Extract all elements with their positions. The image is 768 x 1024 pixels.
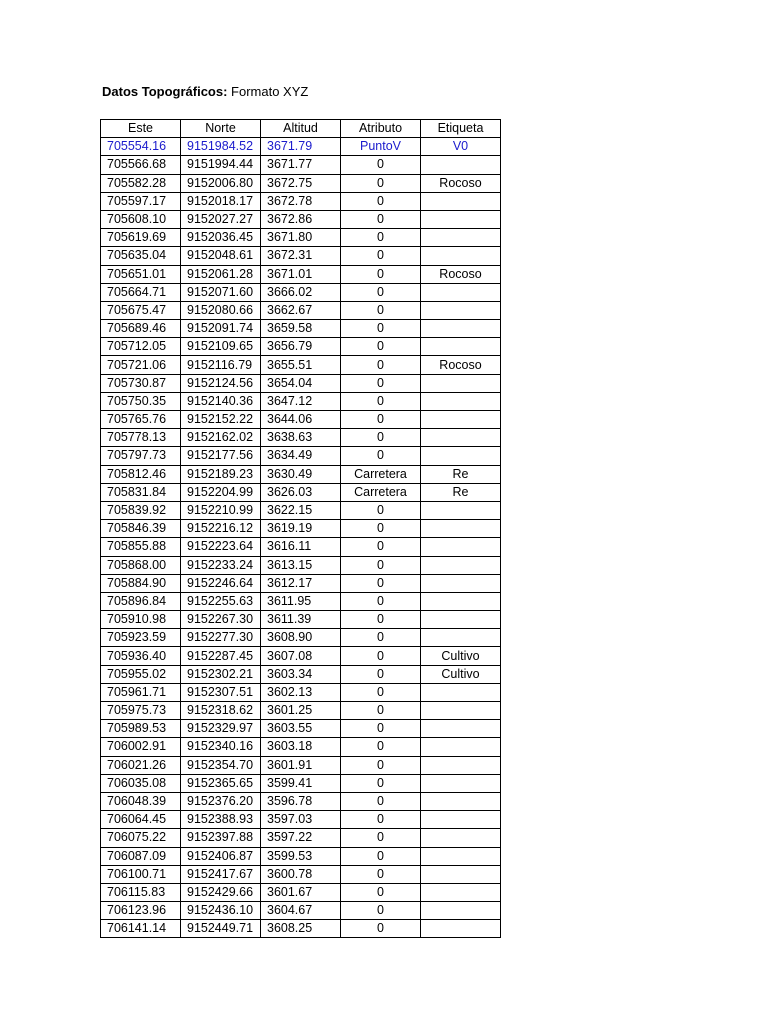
cell-etiqueta: V0 <box>421 138 501 156</box>
cell-atributo: 0 <box>341 156 421 174</box>
cell-altitud: 3644.06 <box>261 411 341 429</box>
table-row <box>101 392 501 410</box>
cell-norte: 9152307.51 <box>181 683 261 701</box>
cell-este: 705730.87 <box>101 374 181 392</box>
cell-etiqueta <box>421 538 501 556</box>
cell-atributo: 0 <box>341 429 421 447</box>
cell-altitud: 3619.19 <box>261 520 341 538</box>
cell-norte: 9152436.10 <box>181 902 261 920</box>
cell-este: 705955.02 <box>101 665 181 683</box>
cell-etiqueta <box>421 429 501 447</box>
cell-este: 705582.28 <box>101 174 181 192</box>
column-header-atributo: Atributo <box>341 120 421 138</box>
cell-atributo: 0 <box>341 883 421 901</box>
table-row <box>101 883 501 901</box>
cell-norte: 9152365.65 <box>181 774 261 792</box>
column-header-este: Este <box>101 120 181 138</box>
cell-altitud: 3616.11 <box>261 538 341 556</box>
table-row <box>101 611 501 629</box>
table-header-row <box>101 120 501 138</box>
cell-etiqueta: Re <box>421 483 501 501</box>
cell-etiqueta <box>421 720 501 738</box>
cell-este: 705721.06 <box>101 356 181 374</box>
cell-este: 705839.92 <box>101 501 181 519</box>
table-row <box>101 447 501 465</box>
cell-etiqueta <box>421 811 501 829</box>
cell-altitud: 3612.17 <box>261 574 341 592</box>
cell-etiqueta <box>421 847 501 865</box>
cell-atributo: 0 <box>341 756 421 774</box>
table-row <box>101 865 501 883</box>
cell-atributo: 0 <box>341 447 421 465</box>
cell-este: 705608.10 <box>101 210 181 228</box>
cell-este: 706115.83 <box>101 883 181 901</box>
cell-altitud: 3662.67 <box>261 301 341 319</box>
cell-norte: 9152233.24 <box>181 556 261 574</box>
cell-etiqueta <box>421 283 501 301</box>
cell-altitud: 3654.04 <box>261 374 341 392</box>
cell-altitud: 3672.31 <box>261 247 341 265</box>
cell-atributo: 0 <box>341 247 421 265</box>
cell-altitud: 3597.03 <box>261 811 341 829</box>
cell-etiqueta <box>421 611 501 629</box>
cell-altitud: 3626.03 <box>261 483 341 501</box>
cell-este: 706048.39 <box>101 792 181 810</box>
cell-etiqueta <box>421 556 501 574</box>
cell-norte: 9152267.30 <box>181 611 261 629</box>
cell-altitud: 3672.78 <box>261 192 341 210</box>
table-row <box>101 683 501 701</box>
cell-este: 705619.69 <box>101 229 181 247</box>
cell-norte: 9152210.99 <box>181 501 261 519</box>
cell-altitud: 3611.95 <box>261 592 341 610</box>
cell-este: 706035.08 <box>101 774 181 792</box>
cell-etiqueta <box>421 247 501 265</box>
cell-atributo: 0 <box>341 738 421 756</box>
column-header-norte: Norte <box>181 120 261 138</box>
cell-etiqueta <box>421 156 501 174</box>
cell-altitud: 3603.18 <box>261 738 341 756</box>
cell-altitud: 3622.15 <box>261 501 341 519</box>
cell-etiqueta <box>421 301 501 319</box>
cell-norte: 9152246.64 <box>181 574 261 592</box>
cell-etiqueta <box>421 447 501 465</box>
table-row <box>101 629 501 647</box>
cell-altitud: 3604.67 <box>261 902 341 920</box>
cell-atributo: 0 <box>341 611 421 629</box>
cell-etiqueta: Rocoso <box>421 265 501 283</box>
cell-altitud: 3601.91 <box>261 756 341 774</box>
cell-etiqueta <box>421 210 501 228</box>
cell-etiqueta: Rocoso <box>421 174 501 192</box>
cell-etiqueta <box>421 683 501 701</box>
cell-norte: 9152287.45 <box>181 647 261 665</box>
cell-etiqueta: Cultivo <box>421 647 501 665</box>
cell-este: 706021.26 <box>101 756 181 774</box>
cell-etiqueta <box>421 629 501 647</box>
cell-norte: 9152302.21 <box>181 665 261 683</box>
cell-este: 705689.46 <box>101 320 181 338</box>
cell-este: 705712.05 <box>101 338 181 356</box>
cell-etiqueta <box>421 829 501 847</box>
cell-atributo: 0 <box>341 320 421 338</box>
table-row <box>101 283 501 301</box>
cell-atributo: 0 <box>341 229 421 247</box>
cell-este: 705778.13 <box>101 429 181 447</box>
table-row <box>101 756 501 774</box>
cell-este: 705896.84 <box>101 592 181 610</box>
cell-altitud: 3596.78 <box>261 792 341 810</box>
table-row <box>101 265 501 283</box>
cell-norte: 9152036.45 <box>181 229 261 247</box>
cell-norte: 9152116.79 <box>181 356 261 374</box>
table-row <box>101 356 501 374</box>
cell-atributo: 0 <box>341 538 421 556</box>
cell-este: 705675.47 <box>101 301 181 319</box>
cell-este: 705765.76 <box>101 411 181 429</box>
cell-altitud: 3611.39 <box>261 611 341 629</box>
table-row <box>101 720 501 738</box>
page-title-main: Datos Topográficos: <box>102 84 228 99</box>
cell-atributo: 0 <box>341 592 421 610</box>
table-row <box>101 483 501 501</box>
cell-etiqueta <box>421 374 501 392</box>
cell-este: 705635.04 <box>101 247 181 265</box>
cell-norte: 9152417.67 <box>181 865 261 883</box>
cell-este: 705923.59 <box>101 629 181 647</box>
table-row <box>101 647 501 665</box>
cell-altitud: 3655.51 <box>261 356 341 374</box>
table-row <box>101 792 501 810</box>
cell-altitud: 3608.25 <box>261 920 341 938</box>
cell-este: 705797.73 <box>101 447 181 465</box>
cell-norte: 9152027.27 <box>181 210 261 228</box>
cell-este: 705868.00 <box>101 556 181 574</box>
cell-norte: 9152177.56 <box>181 447 261 465</box>
table-row <box>101 156 501 174</box>
table-row <box>101 665 501 683</box>
topographic-data-table <box>100 119 501 938</box>
table-row <box>101 829 501 847</box>
cell-altitud: 3647.12 <box>261 392 341 410</box>
table-row <box>101 520 501 538</box>
cell-este: 705989.53 <box>101 720 181 738</box>
cell-este: 706087.09 <box>101 847 181 865</box>
cell-altitud: 3603.55 <box>261 720 341 738</box>
cell-norte: 9152091.74 <box>181 320 261 338</box>
cell-etiqueta <box>421 920 501 938</box>
cell-atributo: 0 <box>341 392 421 410</box>
cell-etiqueta <box>421 411 501 429</box>
table-row <box>101 411 501 429</box>
cell-norte: 9152018.17 <box>181 192 261 210</box>
cell-altitud: 3599.41 <box>261 774 341 792</box>
cell-norte: 9152048.61 <box>181 247 261 265</box>
cell-atributo: 0 <box>341 174 421 192</box>
cell-altitud: 3659.58 <box>261 320 341 338</box>
table-row <box>101 501 501 519</box>
cell-norte: 9151984.52 <box>181 138 261 156</box>
cell-norte: 9152429.66 <box>181 883 261 901</box>
cell-este: 705597.17 <box>101 192 181 210</box>
table-row <box>101 592 501 610</box>
table-row <box>101 902 501 920</box>
table-body <box>101 138 501 938</box>
cell-altitud: 3634.49 <box>261 447 341 465</box>
cell-atributo: 0 <box>341 847 421 865</box>
cell-altitud: 3600.78 <box>261 865 341 883</box>
cell-etiqueta <box>421 902 501 920</box>
cell-este: 705812.46 <box>101 465 181 483</box>
cell-etiqueta <box>421 792 501 810</box>
cell-altitud: 3671.79 <box>261 138 341 156</box>
cell-este: 705664.71 <box>101 283 181 301</box>
cell-atributo: 0 <box>341 520 421 538</box>
table-row <box>101 138 501 156</box>
cell-etiqueta <box>421 883 501 901</box>
cell-etiqueta <box>421 702 501 720</box>
cell-norte: 9152255.63 <box>181 592 261 610</box>
cell-norte: 9152277.30 <box>181 629 261 647</box>
cell-atributo: 0 <box>341 283 421 301</box>
cell-etiqueta: Cultivo <box>421 665 501 683</box>
cell-este: 705936.40 <box>101 647 181 665</box>
table-row <box>101 374 501 392</box>
cell-este: 706141.14 <box>101 920 181 938</box>
cell-etiqueta <box>421 320 501 338</box>
cell-atributo: 0 <box>341 811 421 829</box>
cell-norte: 9151994.44 <box>181 156 261 174</box>
cell-norte: 9152397.88 <box>181 829 261 847</box>
cell-este: 705846.39 <box>101 520 181 538</box>
cell-altitud: 3613.15 <box>261 556 341 574</box>
cell-atributo: 0 <box>341 556 421 574</box>
cell-atributo: 0 <box>341 574 421 592</box>
table-row <box>101 702 501 720</box>
cell-altitud: 3597.22 <box>261 829 341 847</box>
cell-este: 706064.45 <box>101 811 181 829</box>
cell-norte: 9152388.93 <box>181 811 261 829</box>
table-row <box>101 174 501 192</box>
cell-atributo: Carretera <box>341 483 421 501</box>
cell-norte: 9152449.71 <box>181 920 261 938</box>
page-title-format: Formato XYZ <box>227 84 309 99</box>
cell-norte: 9152162.02 <box>181 429 261 447</box>
table-row <box>101 229 501 247</box>
cell-atributo: 0 <box>341 265 421 283</box>
cell-altitud: 3671.01 <box>261 265 341 283</box>
cell-norte: 9152124.56 <box>181 374 261 392</box>
cell-norte: 9152354.70 <box>181 756 261 774</box>
cell-atributo: 0 <box>341 647 421 665</box>
cell-altitud: 3608.90 <box>261 629 341 647</box>
table-row <box>101 192 501 210</box>
cell-altitud: 3602.13 <box>261 683 341 701</box>
cell-altitud: 3671.80 <box>261 229 341 247</box>
cell-altitud: 3666.02 <box>261 283 341 301</box>
cell-etiqueta <box>421 774 501 792</box>
cell-norte: 9152109.65 <box>181 338 261 356</box>
cell-este: 705961.71 <box>101 683 181 701</box>
cell-norte: 9152071.60 <box>181 283 261 301</box>
cell-atributo: 0 <box>341 356 421 374</box>
cell-atributo: 0 <box>341 501 421 519</box>
cell-este: 705884.90 <box>101 574 181 592</box>
cell-etiqueta <box>421 520 501 538</box>
cell-este: 706100.71 <box>101 865 181 883</box>
cell-norte: 9152216.12 <box>181 520 261 538</box>
cell-altitud: 3603.34 <box>261 665 341 683</box>
cell-norte: 9152318.62 <box>181 702 261 720</box>
table-row <box>101 338 501 356</box>
cell-norte: 9152223.64 <box>181 538 261 556</box>
cell-norte: 9152061.28 <box>181 265 261 283</box>
cell-altitud: 3672.86 <box>261 210 341 228</box>
cell-atributo: 0 <box>341 411 421 429</box>
table-row <box>101 429 501 447</box>
cell-etiqueta <box>421 192 501 210</box>
cell-atributo: 0 <box>341 338 421 356</box>
cell-norte: 9152140.36 <box>181 392 261 410</box>
column-header-etiqueta: Etiqueta <box>421 120 501 138</box>
cell-etiqueta <box>421 592 501 610</box>
cell-este: 705554.16 <box>101 138 181 156</box>
cell-etiqueta: Re <box>421 465 501 483</box>
cell-etiqueta <box>421 738 501 756</box>
cell-atributo: 0 <box>341 629 421 647</box>
table-row <box>101 320 501 338</box>
table-row <box>101 738 501 756</box>
table-row <box>101 811 501 829</box>
table-row <box>101 556 501 574</box>
column-header-altitud: Altitud <box>261 120 341 138</box>
cell-este: 705855.88 <box>101 538 181 556</box>
cell-atributo: 0 <box>341 920 421 938</box>
table-row <box>101 538 501 556</box>
cell-etiqueta <box>421 574 501 592</box>
table-row <box>101 920 501 938</box>
cell-altitud: 3672.75 <box>261 174 341 192</box>
cell-atributo: 0 <box>341 774 421 792</box>
cell-atributo: Carretera <box>341 465 421 483</box>
cell-norte: 9152329.97 <box>181 720 261 738</box>
cell-etiqueta: Rocoso <box>421 356 501 374</box>
table-row <box>101 301 501 319</box>
cell-altitud: 3601.25 <box>261 702 341 720</box>
cell-etiqueta <box>421 229 501 247</box>
cell-atributo: 0 <box>341 829 421 847</box>
cell-norte: 9152340.16 <box>181 738 261 756</box>
cell-este: 706002.91 <box>101 738 181 756</box>
cell-este: 705910.98 <box>101 611 181 629</box>
cell-norte: 9152080.66 <box>181 301 261 319</box>
cell-atributo: 0 <box>341 902 421 920</box>
cell-altitud: 3601.67 <box>261 883 341 901</box>
cell-este: 705566.68 <box>101 156 181 174</box>
cell-este: 705831.84 <box>101 483 181 501</box>
cell-norte: 9152152.22 <box>181 411 261 429</box>
cell-norte: 9152406.87 <box>181 847 261 865</box>
cell-altitud: 3607.08 <box>261 647 341 665</box>
cell-etiqueta <box>421 338 501 356</box>
cell-este: 705975.73 <box>101 702 181 720</box>
cell-este: 706123.96 <box>101 902 181 920</box>
cell-atributo: 0 <box>341 683 421 701</box>
cell-atributo: 0 <box>341 865 421 883</box>
cell-altitud: 3599.53 <box>261 847 341 865</box>
cell-este: 705750.35 <box>101 392 181 410</box>
cell-atributo: 0 <box>341 792 421 810</box>
page-title <box>102 84 308 99</box>
cell-norte: 9152376.20 <box>181 792 261 810</box>
cell-altitud: 3630.49 <box>261 465 341 483</box>
cell-altitud: 3671.77 <box>261 156 341 174</box>
cell-atributo: 0 <box>341 720 421 738</box>
cell-etiqueta <box>421 756 501 774</box>
table-row <box>101 774 501 792</box>
cell-este: 706075.22 <box>101 829 181 847</box>
cell-etiqueta <box>421 392 501 410</box>
cell-etiqueta <box>421 865 501 883</box>
table-row <box>101 465 501 483</box>
table-row <box>101 247 501 265</box>
cell-atributo: 0 <box>341 301 421 319</box>
cell-norte: 9152204.99 <box>181 483 261 501</box>
table-row <box>101 847 501 865</box>
cell-este: 705651.01 <box>101 265 181 283</box>
cell-norte: 9152006.80 <box>181 174 261 192</box>
cell-atributo: 0 <box>341 374 421 392</box>
cell-atributo: 0 <box>341 210 421 228</box>
cell-atributo: 0 <box>341 665 421 683</box>
cell-altitud: 3656.79 <box>261 338 341 356</box>
cell-norte: 9152189.23 <box>181 465 261 483</box>
cell-etiqueta <box>421 501 501 519</box>
cell-altitud: 3638.63 <box>261 429 341 447</box>
table-row <box>101 210 501 228</box>
cell-atributo: 0 <box>341 702 421 720</box>
cell-atributo: PuntoV <box>341 138 421 156</box>
table-row <box>101 574 501 592</box>
cell-atributo: 0 <box>341 192 421 210</box>
